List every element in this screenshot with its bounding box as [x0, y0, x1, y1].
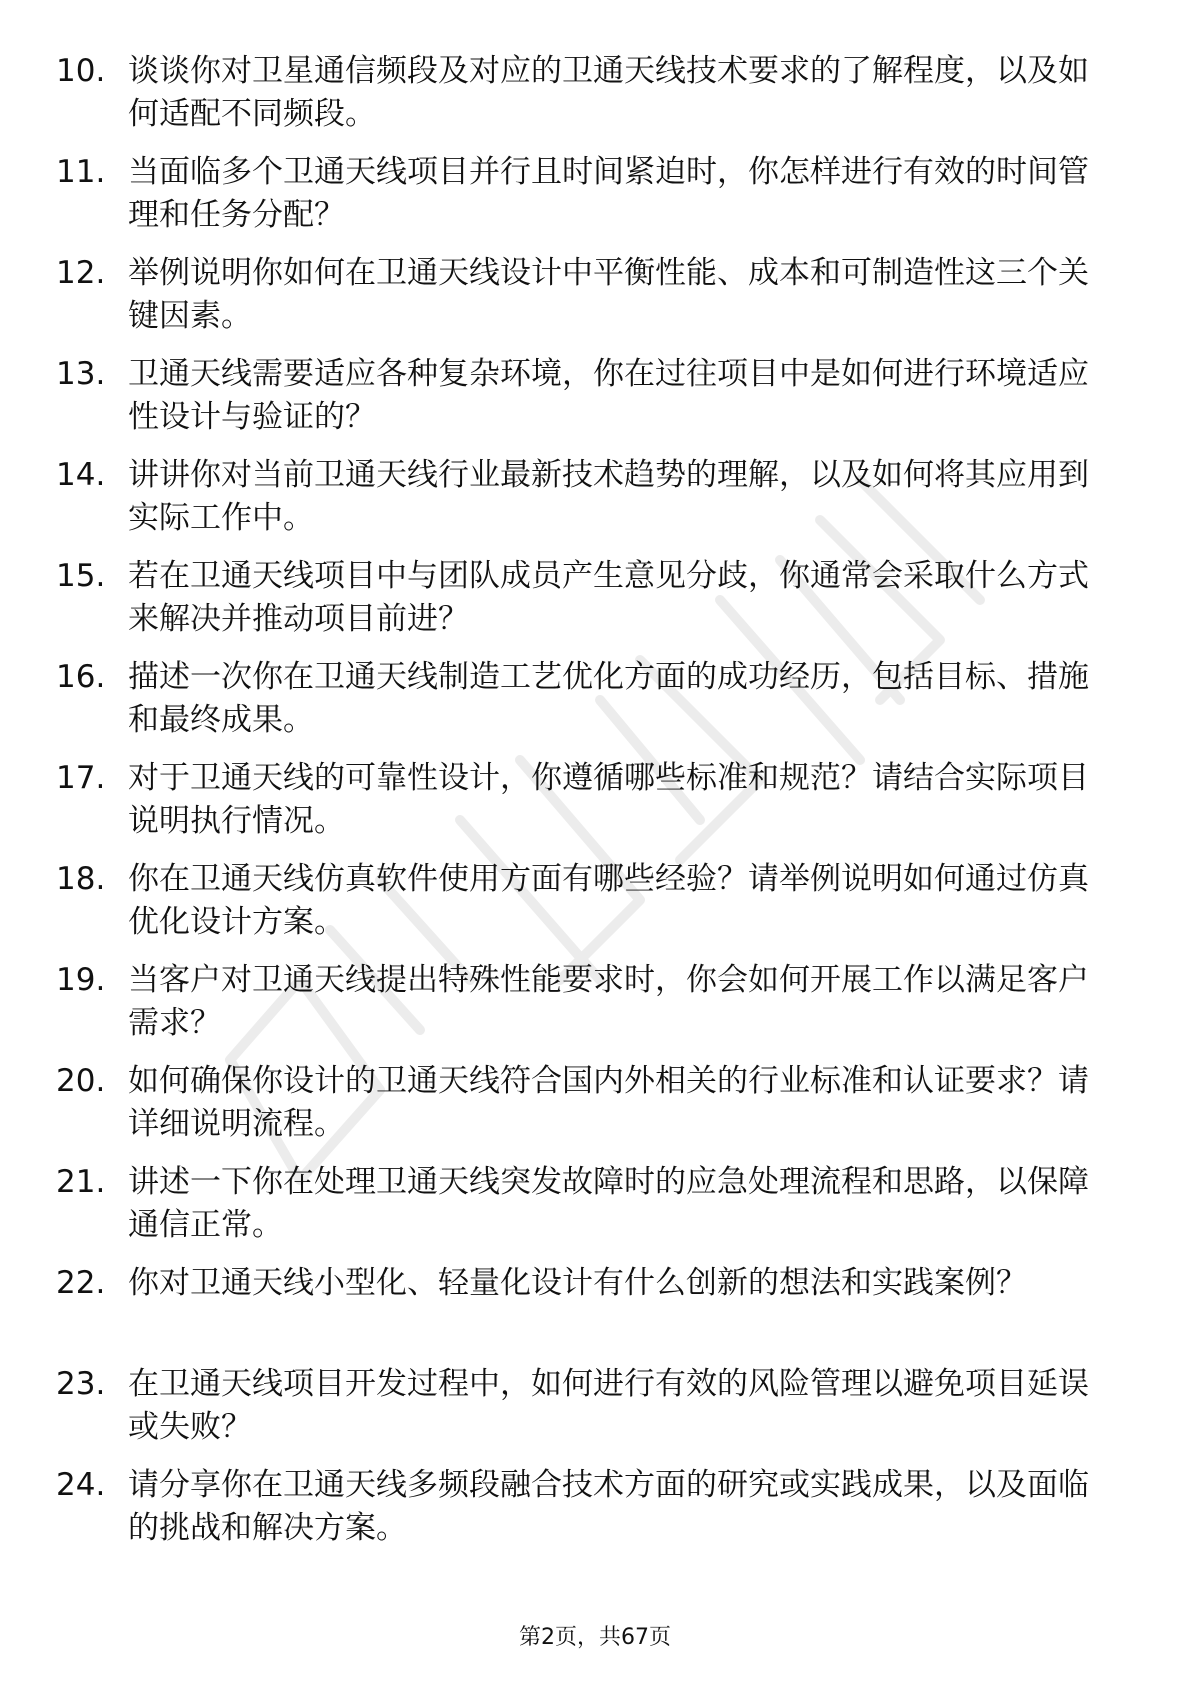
question-number: 10.	[56, 53, 106, 89]
question-number: 19.	[56, 962, 106, 998]
question-item	[56, 1161, 1116, 1262]
question-number: 11.	[56, 154, 106, 190]
question-item	[56, 454, 1116, 555]
question-item	[56, 1262, 1116, 1363]
question-item	[56, 252, 1116, 353]
question-item	[56, 757, 1116, 858]
question-number: 16.	[56, 659, 106, 695]
question-item	[56, 858, 1116, 959]
question-number: 23.	[56, 1366, 106, 1402]
question-text: 对于卫通天线的可靠性设计，你遵循哪些标准和规范？请结合实际项目说明执行情况。	[128, 760, 1089, 839]
question-number: 14.	[56, 457, 106, 493]
question-text: 谈谈你对卫星通信频段及对应的卫通天线技术要求的了解程度，以及如何适配不同频段。	[128, 53, 1089, 132]
question-text: 请分享你在卫通天线多频段融合技术方面的研究或实践成果，以及面临的挑战和解决方案。	[128, 1467, 1089, 1546]
question-number: 17.	[56, 760, 106, 796]
question-text: 当客户对卫通天线提出特殊性能要求时，你会如何开展工作以满足客户需求？	[128, 962, 1089, 1041]
question-number: 22.	[56, 1265, 106, 1301]
question-text: 描述一次你在卫通天线制造工艺优化方面的成功经历，包括目标、措施和最终成果。	[128, 659, 1089, 738]
question-number: 21.	[56, 1164, 106, 1200]
question-list	[56, 50, 1116, 1565]
question-text: 你对卫通天线小型化、轻量化设计有什么创新的想法和实践案例？	[128, 1265, 1027, 1301]
question-text: 若在卫通天线项目中与团队成员产生意见分歧，你通常会采取什么方式来解决并推动项目前进？	[128, 558, 1089, 637]
page-footer	[0, 1624, 1190, 1652]
question-item	[56, 959, 1116, 1060]
question-number: 18.	[56, 861, 106, 897]
question-text: 举例说明你如何在卫通天线设计中平衡性能、成本和可制造性这三个关键因素。	[128, 255, 1089, 334]
question-text: 卫通天线需要适应各种复杂环境，你在过往项目中是如何进行环境适应性设计与验证的？	[128, 356, 1089, 435]
question-number: 20.	[56, 1063, 106, 1099]
question-number: 12.	[56, 255, 106, 291]
question-item	[56, 656, 1116, 757]
page-number-label: 第2页，共67页	[519, 1625, 671, 1650]
question-item	[56, 50, 1116, 151]
question-text: 你在卫通天线仿真软件使用方面有哪些经验？请举例说明如何通过仿真优化设计方案。	[128, 861, 1089, 940]
question-item	[56, 151, 1116, 252]
question-item	[56, 555, 1116, 656]
question-number: 15.	[56, 558, 106, 594]
question-number: 24.	[56, 1467, 106, 1503]
question-item	[56, 353, 1116, 454]
question-item	[56, 1464, 1116, 1565]
question-item	[56, 1060, 1116, 1161]
question-text: 如何确保你设计的卫通天线符合国内外相关的行业标准和认证要求？请详细说明流程。	[128, 1063, 1089, 1142]
question-text: 在卫通天线项目开发过程中，如何进行有效的风险管理以避免项目延误或失败？	[128, 1366, 1089, 1445]
question-item	[56, 1363, 1116, 1464]
question-text: 讲述一下你在处理卫通天线突发故障时的应急处理流程和思路，以保障通信正常。	[128, 1164, 1089, 1243]
question-text: 当面临多个卫通天线项目并行且时间紧迫时，你怎样进行有效的时间管理和任务分配？	[128, 154, 1089, 233]
question-text: 讲讲你对当前卫通天线行业最新技术趋势的理解，以及如何将其应用到实际工作中。	[128, 457, 1089, 536]
question-number: 13.	[56, 356, 106, 392]
